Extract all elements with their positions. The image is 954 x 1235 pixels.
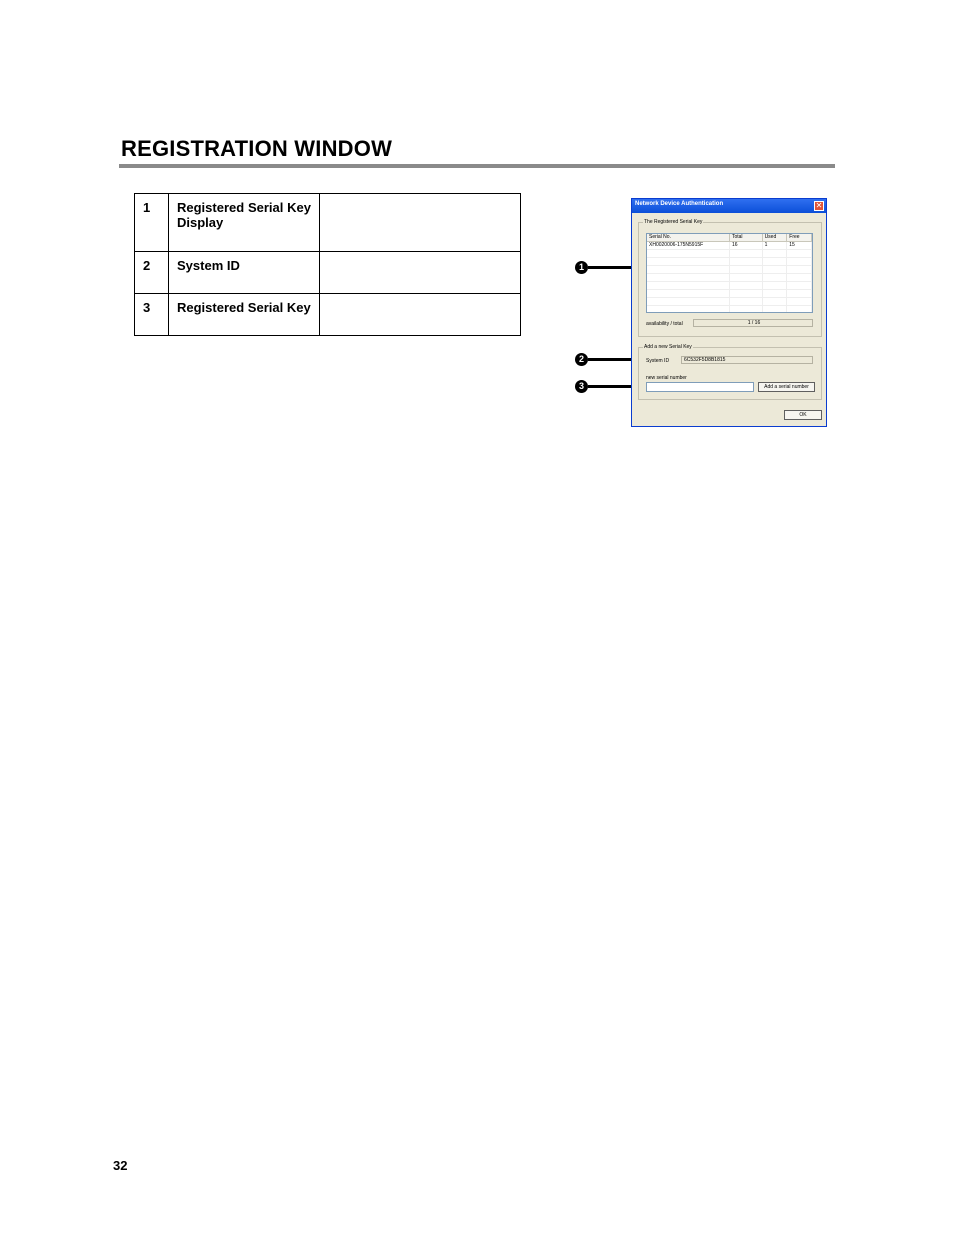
legend-description — [320, 194, 521, 252]
dialog-titlebar[interactable] — [632, 199, 826, 213]
legend-name: System ID — [169, 252, 320, 294]
dialog-title: Network Device Authentication — [635, 201, 724, 207]
list-item — [647, 290, 812, 298]
list-item — [647, 258, 812, 266]
page-number: 32 — [113, 1158, 128, 1173]
legend-row — [135, 252, 521, 294]
availability-label: availability / total — [646, 321, 683, 327]
list-item — [647, 298, 812, 306]
list-item — [647, 282, 812, 290]
ok-button[interactable]: OK — [784, 410, 822, 420]
legend-description — [320, 294, 521, 336]
availability-value: 1 / 16 — [693, 319, 813, 327]
title-rule — [119, 164, 835, 168]
column-header-free[interactable]: Free — [787, 234, 812, 241]
cell-free: 15 — [787, 242, 812, 249]
legend-table — [134, 193, 521, 336]
section-title: REGISTRATION WINDOW — [121, 136, 393, 161]
legend-number: 3 — [135, 294, 169, 336]
legend-name: Registered Serial Key Display — [169, 194, 320, 252]
cell-serial-no: XH0020006-175N5915F — [647, 242, 730, 249]
callout-2: 2 — [575, 353, 588, 366]
callout-2-arrow — [588, 358, 632, 361]
network-device-authentication-dialog — [631, 198, 827, 427]
list-header — [647, 234, 812, 242]
callout-1: 1 — [575, 261, 588, 274]
list-item — [647, 266, 812, 274]
list-item — [647, 306, 812, 313]
add-group-label: Add a new Serial Key — [644, 344, 692, 350]
list-item[interactable] — [647, 242, 812, 250]
new-serial-input[interactable] — [646, 382, 754, 392]
legend-description — [320, 252, 521, 294]
add-serial-key-group — [638, 344, 822, 400]
system-id-label: System ID — [646, 358, 670, 364]
callout-3: 3 — [575, 380, 588, 393]
list-item — [647, 274, 812, 282]
legend-row — [135, 194, 521, 252]
column-header-used[interactable]: Used — [763, 234, 788, 241]
system-id-value: 6C532F5D8B1815 — [681, 356, 813, 364]
legend-number: 1 — [135, 194, 169, 252]
registered-group-label: The Registered Serial Key — [644, 219, 703, 225]
cell-used: 1 — [763, 242, 788, 249]
list-item — [647, 250, 812, 258]
column-header-total[interactable]: Total — [730, 234, 763, 241]
column-header-serial-no[interactable]: Serial No. — [647, 234, 730, 241]
legend-name: Registered Serial Key — [169, 294, 320, 336]
add-serial-number-button[interactable]: Add a serial number — [758, 382, 815, 392]
cell-total: 16 — [730, 242, 763, 249]
legend-number: 2 — [135, 252, 169, 294]
close-icon[interactable]: ✕ — [815, 201, 823, 210]
registered-serial-key-list[interactable] — [646, 233, 813, 313]
new-serial-label: new serial number — [646, 375, 687, 381]
callout-3-arrow — [588, 385, 632, 388]
legend-row — [135, 294, 521, 336]
